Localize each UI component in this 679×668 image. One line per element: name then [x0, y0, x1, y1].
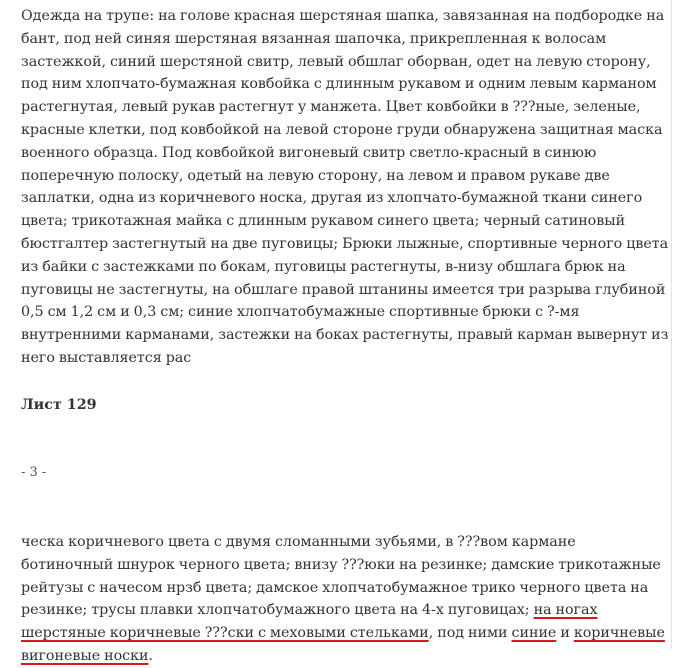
text-segment: . — [148, 647, 153, 664]
paragraph-continuation — [21, 531, 671, 668]
underlined-word-blue: синие — [511, 625, 557, 642]
text-segment: и — [556, 625, 574, 642]
underlined-word-brown: коричневые — [573, 625, 665, 642]
underlined-phrase-vigone-socks: вигоневые носки — [21, 647, 149, 664]
underlined-phrase-socks: на ногах шерстяные коричневые ???ски с меховыми стельками — [21, 602, 598, 642]
paragraph-clothing-description: Одежда на трупе: на голове красная шерстяная шапка, завязанная на подбородке на бант, под ней синяя шерстяная вязанная шапочка, прикрепленная к волосам застежкой, синий шерстяной свитр, левый обшлаг оборван, одет на левую сторону, под ним хлопчато-бумажная ковбойка с длинным рукавом и одним левым карманом растегнутая, левый рукав растегнут у манжета. Цвет ковбойки в ???ные, зеленые, красные клетки, под ковбойкой на левой стороне груди обнаружена защитная маска военного образца. Под ковбойкой вигоневый свитр светло-красный в синюю поперечную полоску, одетый на левую сторону, на левом и правом рукаве две заплатки, одна из коричневого носка, другая из хлопчато-бумажной ткани синего цвета; трикотажная майка с длинным рукавом синего цвета; черный сатиновый бюстгалтер застегнутый на две пуговицы; Брюки лыжные, спортивные черного цвета из байки с застежками по бокам, пуговицы растегнуты, в-низу обшлага брюк на пуговицы не застегнуты, на обшлаге правой штанины имеется три разрыва глубиной 0,5 см 1,2 см и 0,3 см; синие хлопчатобумажные спортивные брюки с ?-мя внутренними карманами, застежки на боках растегнуты, правый карман вывернут из него выставляется рас — [21, 8, 669, 366]
text-segment: , под ними — [428, 625, 512, 642]
sheet-heading: Лист 129 — [21, 397, 97, 413]
text-segment: ческа коричневого цвета с двумя сломанными зубьями, в ???вом кармане ботиночный шнурок черного цвета; внизу ???юки на резинке; дамские трикотажные рейтузы с начесом нрзб цвета; дамское хлопчатобумажное трико черного цвета на резинке; трусы плавки хлопчатобумажного цвета на 4-х пуговицах; — [21, 534, 661, 619]
document-page — [21, 0, 672, 664]
page-number: - 3 - — [21, 465, 47, 480]
